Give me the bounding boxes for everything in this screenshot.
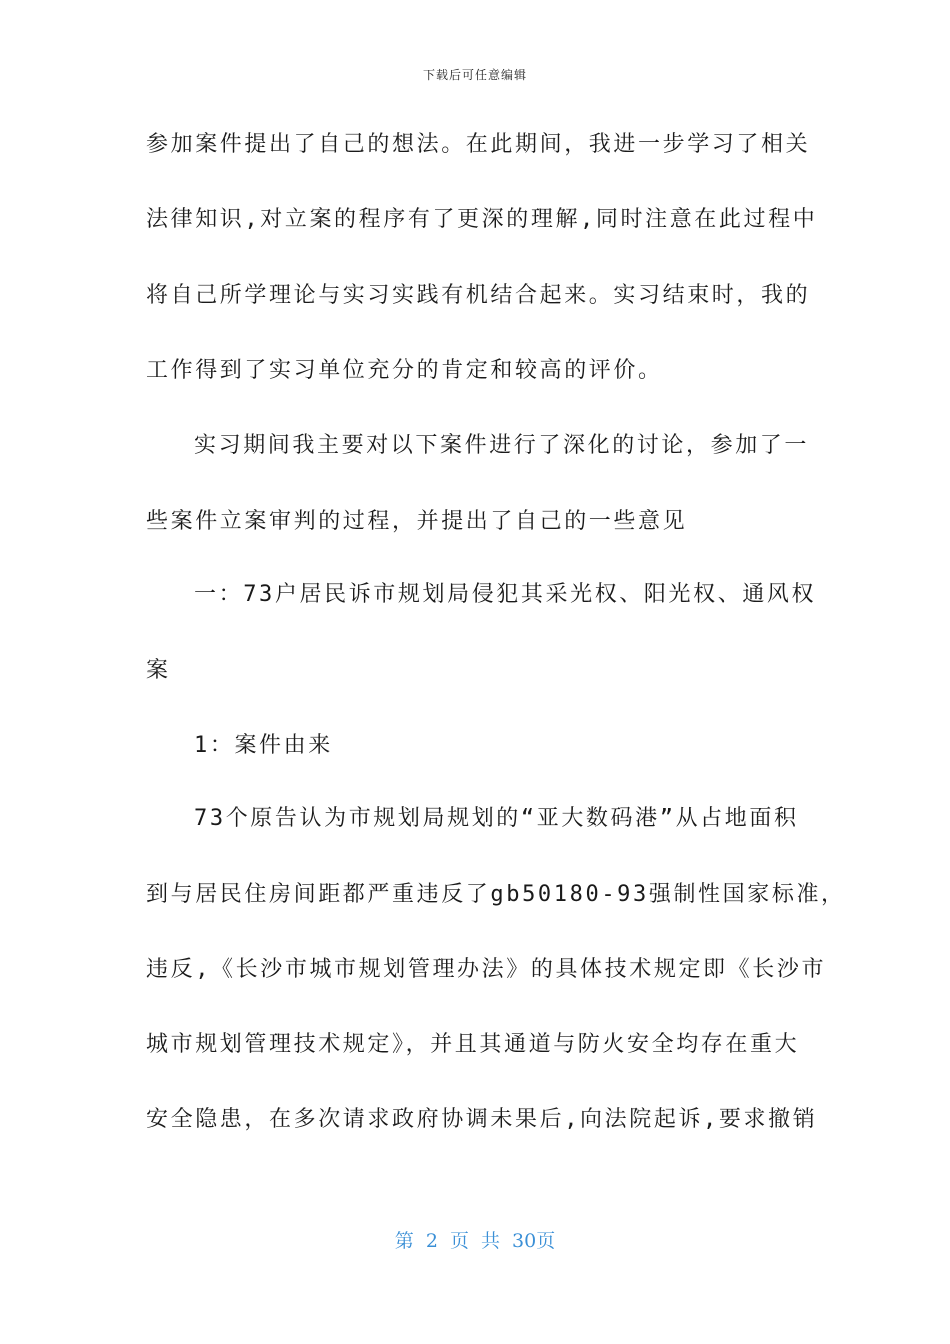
body-line: 实习期间我主要对以下案件进行了深化的讨论，参加了一 (194, 433, 810, 458)
body-line: 参加案件提出了自己的想法。在此期间，我进一步学习了相关 (146, 132, 811, 157)
body-line: 些案件立案审判的过程，并提出了自己的一些意见 (146, 509, 688, 534)
body-line: 安全隐患，在多次请求政府协调未果后,向法院起诉,要求撤销 (146, 1107, 818, 1132)
body-line: 1：案件由来 (194, 733, 333, 758)
body-line: 一：73户居民诉市规划局侵犯其采光权、阳光权、通风权 (194, 582, 817, 607)
body-line: 到与居民住房间距都严重违反了gb50180-93强制性国家标准， (146, 882, 846, 907)
body-line: 将自己所学理论与实习实践有机结合起来。实习结束时，我的 (146, 283, 811, 308)
header-note: 下载后可任意编辑 (422, 68, 527, 82)
page-number: 第 2 页 共 30页 (394, 1230, 556, 1252)
body-line: 工作得到了实习单位充分的肯定和较高的评价。 (146, 358, 663, 383)
body-line: 法律知识,对立案的程序有了更深的理解,同时注意在此过程中 (146, 207, 818, 232)
body-line: 城市规划管理技术规定》，并且其通道与防火安全均存在重大 (146, 1032, 800, 1057)
body-line: 案 (146, 658, 171, 683)
body-line: 73个原告认为市规划局规划的“亚大数码港”从占地面积 (194, 806, 799, 831)
body-line: 违反,《长沙市城市规划管理办法》的具体技术规定即《长沙市 (146, 957, 827, 982)
